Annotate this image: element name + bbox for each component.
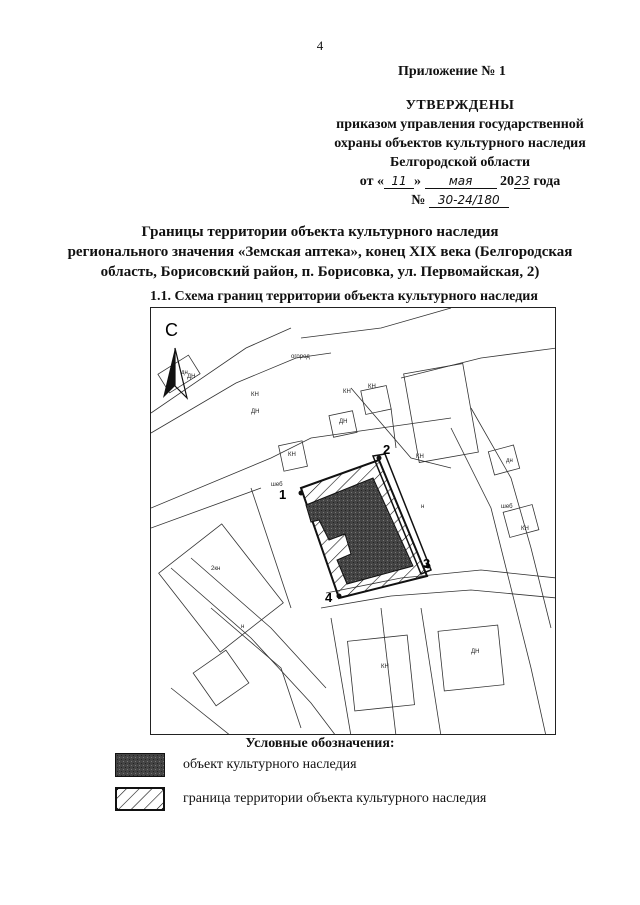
page-number: 4 <box>316 38 324 53</box>
approval-heading: УТВЕРЖДЕНЫ <box>405 98 515 113</box>
map-label: КН <box>521 526 529 532</box>
site-plan-drawing <box>151 308 556 735</box>
map-label: КН <box>251 392 259 398</box>
map-label: ДН <box>471 649 480 655</box>
date-year-prefix: 20 <box>500 174 514 189</box>
legend-label-territory-boundary: граница территории объекта культурного наследия <box>183 791 487 806</box>
number-prefix: № <box>411 193 426 208</box>
map-label: ДН <box>251 409 260 415</box>
approval-line-4: Белгородской области <box>389 155 531 170</box>
map-label: КН <box>381 664 389 670</box>
legend-swatch-heritage-object <box>115 753 165 777</box>
map-label: дн <box>181 370 188 376</box>
title-line-3: область, Борисовский район, п. Борисовка, ул. Первомайская, 2) <box>100 264 540 280</box>
point-label-4: 4 <box>325 590 333 605</box>
approval-block <box>300 96 620 210</box>
map-label: КН <box>416 454 424 460</box>
north-arrow <box>163 320 187 398</box>
date-mid: » <box>414 174 421 189</box>
site-plan-map <box>150 307 556 735</box>
legend-swatch-territory-boundary <box>115 787 165 811</box>
map-label: шеб <box>271 482 283 488</box>
map-label: дн <box>506 458 513 464</box>
legend-label-heritage-object: объект культурного наследия <box>183 757 357 772</box>
point-label-2: 2 <box>383 442 391 457</box>
title-line-2: регионального значения «Земская аптека», конец XIX века (Белгородская <box>67 244 573 260</box>
title-line-1: Границы территории объекта культурного наследия <box>141 224 499 240</box>
map-label: н <box>241 624 245 630</box>
appendix-label: Приложение № 1 <box>398 64 506 79</box>
date-year-suffix: 23 <box>514 174 530 188</box>
map-label: огород <box>291 354 310 360</box>
approval-line-2: приказом управления государственной <box>336 117 584 132</box>
approval-line-3: охраны объектов культурного наследия <box>334 136 586 151</box>
north-arrow-label: С <box>165 320 178 340</box>
map-label: ДН <box>339 419 348 425</box>
map-label: КН <box>368 384 376 390</box>
date-day: 11 <box>384 174 414 189</box>
map-label: шеб <box>501 504 513 510</box>
date-prefix: от « <box>359 174 384 189</box>
map-label: ДН <box>187 374 196 380</box>
date-month: мая <box>425 174 497 189</box>
approval-number <box>300 191 620 210</box>
legend-title: Условные обозначения: <box>245 736 395 751</box>
order-number: 30-24/180 <box>429 193 509 208</box>
map-label: 2кн <box>211 566 221 572</box>
approval-date <box>300 172 620 191</box>
map-label: КН <box>343 389 351 395</box>
scheme-title: 1.1. Схема границ территории объекта культурного наследия <box>150 289 538 304</box>
date-suffix: года <box>533 174 561 189</box>
map-label: КН <box>288 452 296 458</box>
map-label: н <box>421 504 425 510</box>
point-label-1: 1 <box>279 487 287 502</box>
document-title <box>40 222 600 282</box>
point-label-3: 3 <box>423 556 431 571</box>
